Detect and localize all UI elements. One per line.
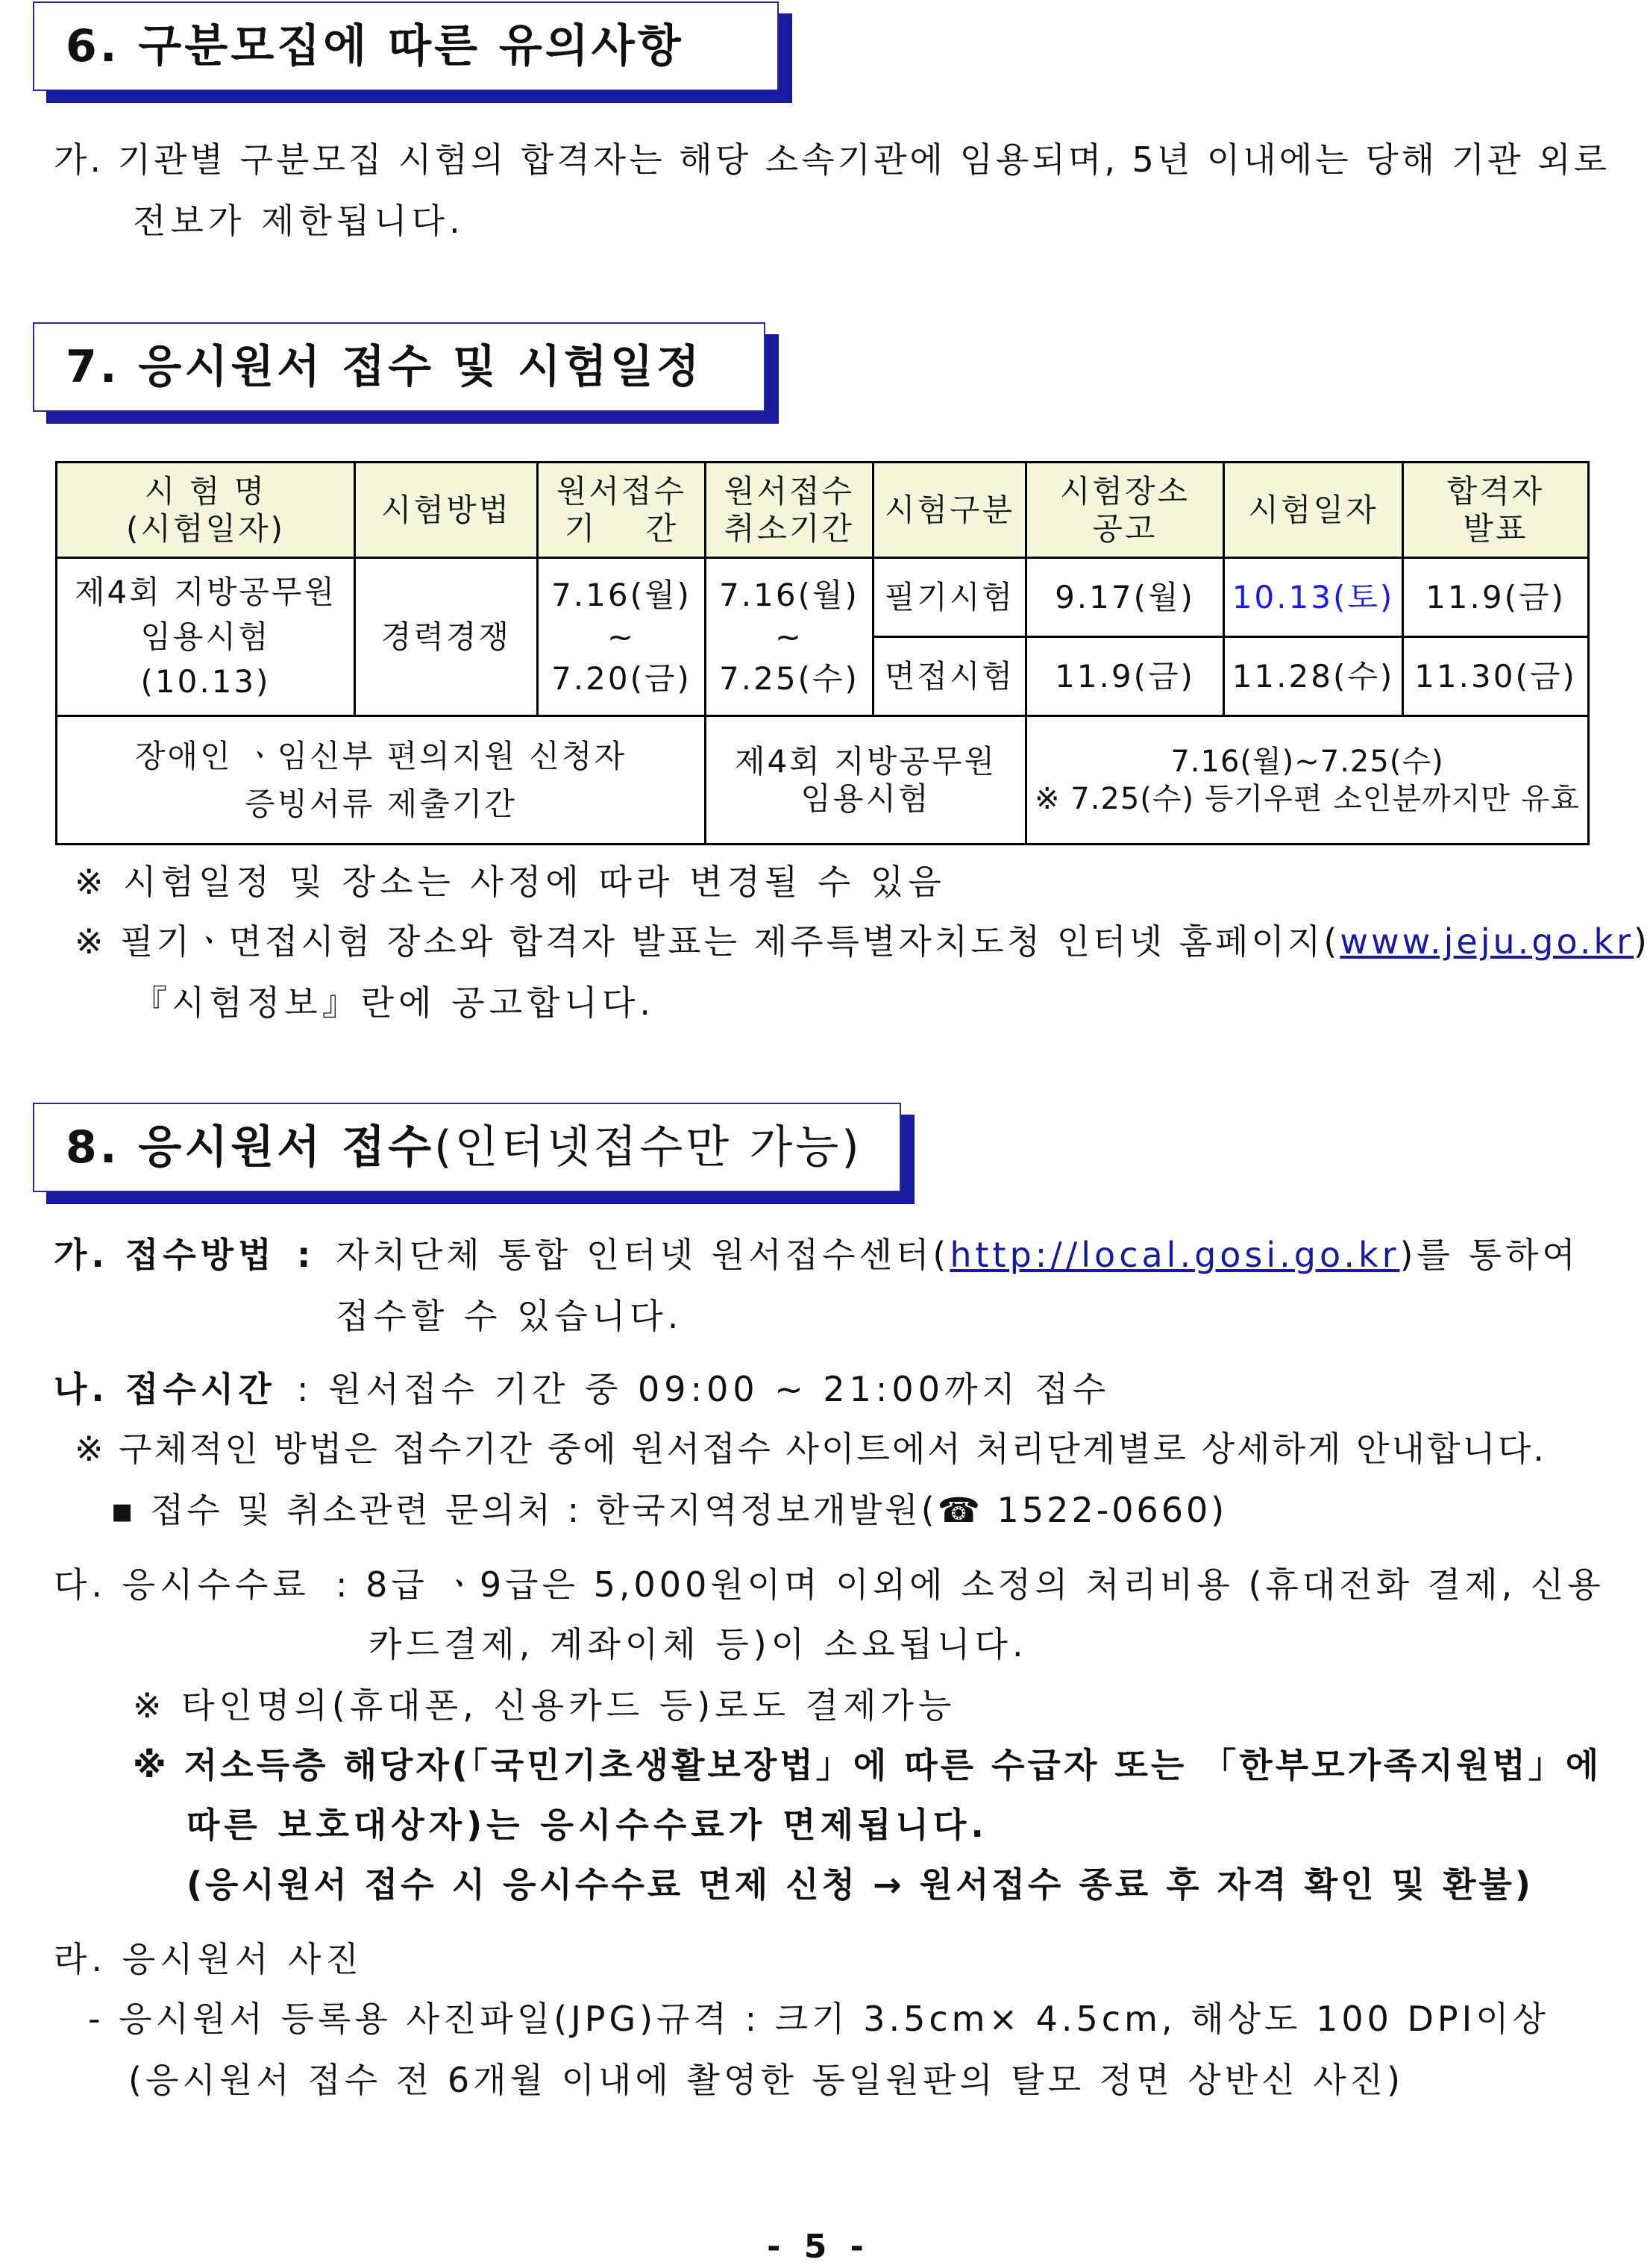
cell-disabled-label: 장애인 ㆍ임신부 편의지원 신청자 증빙서류 제출기간 bbox=[57, 716, 706, 845]
section8-method-label: 가. 접수방법 bbox=[54, 1235, 276, 1275]
section8-fee-note2-line2: 따른 보호대상자)는 응시수수료가 면제됩니다. bbox=[186, 1805, 988, 1845]
table-row-written bbox=[57, 558, 1589, 637]
section6-item-ga-line2: 전보가 제한됩니다. bbox=[133, 201, 465, 241]
header-exam-name: 시 험 명 (시험일자) bbox=[57, 463, 355, 558]
section7-title: 7. 응시원서 접수 및 시험일정 bbox=[66, 341, 703, 393]
section8-photo-line1: - 응시원서 등록용 사진파일(JPG)규격 : 크기 3.5cm× 4.5cm, 해상도 100 DPI이상 bbox=[88, 1999, 1550, 2039]
section8-method-text-line2: 접수할 수 있습니다. bbox=[336, 1296, 683, 1336]
section8-title: 8. 응시원서 접수(인터넷접수만 가능) bbox=[66, 1121, 862, 1174]
header-result: 합격자 발표 bbox=[1403, 463, 1589, 558]
cell-apply-period: 7.16(월) ~ 7.20(금) bbox=[538, 558, 706, 716]
section6-heading bbox=[33, 1, 779, 91]
section8-fee-note2-line1: ※ 저소득층 해당자(「국민기초생활보장법」에 따른 수급자 또는 「한부모가족지원법」에 bbox=[133, 1745, 1602, 1785]
section8-time-text: : 원서접수 기간 중 09:00 ~ 21:00까지 접수 bbox=[297, 1369, 1111, 1409]
cell-exam-name: 제4회 지방공무원 임용시험 (10.13) bbox=[57, 558, 355, 716]
section8-time-note: ※ 구체적인 방법은 접수기간 중에 원서접수 사이트에서 처리단계별로 상세하게 안내합니다. bbox=[75, 1429, 1546, 1469]
cell-interview-date: 11.28(수) bbox=[1224, 637, 1403, 716]
jeju-homepage-link[interactable]: www.jeju.go.kr bbox=[1340, 921, 1634, 962]
cell-disabled-exam: 제4회 지방공무원 임용시험 bbox=[706, 716, 1026, 845]
cell-interview-venue: 11.9(금) bbox=[1026, 637, 1224, 716]
page-number: - 5 - bbox=[767, 2228, 870, 2266]
cell-method: 경력경쟁 bbox=[355, 558, 538, 716]
section8-fee-note1: ※ 타인명의(휴대폰, 신용카드 등)로도 결제가능 bbox=[133, 1685, 956, 1726]
section8-time-label: 나. 접수시간 bbox=[54, 1369, 276, 1409]
table-row-disabled-support bbox=[57, 716, 1589, 845]
section8-photo-label: 라. 응시원서 사진 bbox=[54, 1939, 363, 1979]
section7-note1: ※ 시험일정 및 장소는 사정에 따라 변경될 수 있음 bbox=[75, 862, 946, 902]
section7-note2-line2: 『시험정보』란에 공고합니다. bbox=[133, 983, 656, 1023]
cell-interview-result: 11.30(금) bbox=[1403, 637, 1589, 716]
section8-fee-text-line2: 카드결제, 계좌이체 등)이 소요됩니다. bbox=[368, 1624, 1028, 1664]
header-method: 시험방법 bbox=[355, 463, 538, 558]
cell-interview-type: 면접시험 bbox=[873, 637, 1026, 716]
section6-title: 6. 구분모집에 따른 유의사항 bbox=[66, 20, 684, 72]
section8-method-colon: : bbox=[297, 1235, 316, 1275]
section7-heading bbox=[33, 322, 765, 412]
section8-fee-text: : 8급 ㆍ9급은 5,000원이며 이외에 소정의 처리비용 (휴대전화 결제, 신용 bbox=[336, 1564, 1604, 1605]
table-header-row bbox=[57, 463, 1589, 558]
header-cancel-period: 원서접수 취소기간 bbox=[706, 463, 873, 558]
section8-contact: ▪ 접수 및 취소관련 문의처 : 한국지역정보개발원(☎ 1522-0660) bbox=[110, 1490, 1228, 1530]
gosi-link[interactable]: http://local.gosi.go.kr bbox=[950, 1235, 1400, 1275]
header-apply-period: 원서접수 기 간 bbox=[538, 463, 706, 558]
section6-item-ga-line1: 가. 기관별 구분모집 시험의 합격자는 해당 소속기관에 임용되며, 5년 이내에는 당해 기관 외로 bbox=[54, 140, 1610, 180]
header-venue-notice: 시험장소 공고 bbox=[1026, 463, 1224, 558]
cell-written-type: 필기시험 bbox=[873, 558, 1026, 637]
section7-note2: ※ 필기ㆍ면접시험 장소와 합격자 발표는 제주특별자치도청 인터넷 홈페이지(www.jeju.go.kr) bbox=[75, 921, 1650, 962]
section8-fee-label: 다. 응시수수료 bbox=[54, 1564, 310, 1605]
cell-cancel-period: 7.16(월) ~ 7.25(수) bbox=[706, 558, 873, 716]
cell-written-venue: 9.17(월) bbox=[1026, 558, 1224, 637]
cell-disabled-period: 7.16(월)~7.25(수) ※ 7.25(수) 등기우편 소인분까지만 유효 bbox=[1026, 716, 1589, 845]
header-exam-date: 시험일자 bbox=[1224, 463, 1403, 558]
section8-photo-line2: (응시원서 접수 전 6개월 이내에 촬영한 동일원판의 탈모 정면 상반신 사진) bbox=[128, 2060, 1405, 2100]
section8-heading bbox=[33, 1103, 901, 1192]
exam-schedule-table bbox=[55, 461, 1590, 845]
cell-written-date: 10.13(토) bbox=[1224, 558, 1403, 637]
header-exam-type: 시험구분 bbox=[873, 463, 1026, 558]
section8-fee-note2-line3: (응시원서 접수 시 응시수수료 면제 신청 → 원서접수 종료 후 자격 확인 및 환불) bbox=[186, 1864, 1534, 1905]
section8-method-text: 자치단체 통합 인터넷 원서접수센터(http://local.gosi.go.kr)를 통하여 bbox=[336, 1235, 1579, 1275]
cell-written-result: 11.9(금) bbox=[1403, 558, 1589, 637]
